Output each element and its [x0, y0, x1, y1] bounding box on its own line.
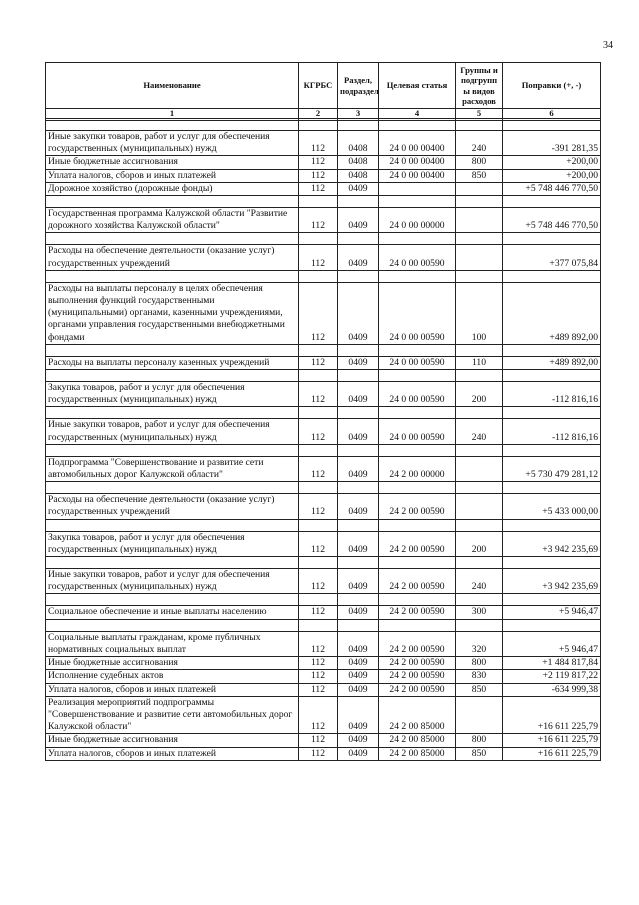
- row-name: Иные бюджетные ассигнования: [46, 734, 299, 747]
- row-section: 0409: [338, 606, 379, 619]
- row-amount: +5 748 446 770,50: [503, 208, 601, 233]
- spacer-cell: [338, 619, 379, 631]
- row-name: Реализация мероприятий подпрограммы "Совершенствование и развитие сети автомобильных дорог Калужской области": [46, 696, 299, 734]
- row-section: 0409: [338, 670, 379, 683]
- row-amount: +5 730 479 281,12: [503, 456, 601, 481]
- spacer-cell: [379, 594, 456, 606]
- row-group: [456, 456, 503, 481]
- row-target: 24 2 00 00590: [379, 606, 456, 619]
- row-amount: +200,00: [503, 156, 601, 169]
- spacer-cell: [46, 344, 299, 356]
- table-row: [46, 419, 601, 444]
- spacer-cell: [503, 270, 601, 282]
- row-amount: +5 748 446 770,50: [503, 182, 601, 195]
- header-name: Наименование: [46, 63, 299, 109]
- spacer-row: [46, 557, 601, 569]
- row-name: Социальные выплаты гражданам, кроме публичных нормативных социальных выплат: [46, 631, 299, 656]
- spacer-cell: [338, 270, 379, 282]
- row-amount: +16 611 225,79: [503, 734, 601, 747]
- spacer-cell: [456, 344, 503, 356]
- row-group: [456, 494, 503, 519]
- spacer-cell: [503, 519, 601, 531]
- spacer-cell: [456, 444, 503, 456]
- row-group: [456, 182, 503, 195]
- row-section: 0408: [338, 156, 379, 169]
- table-body: [46, 119, 601, 761]
- row-group: 850: [456, 683, 503, 696]
- row-amount: -391 281,35: [503, 131, 601, 156]
- spacer-row: [46, 407, 601, 419]
- row-name: Иные бюджетные ассигнования: [46, 657, 299, 670]
- spacer-row: [46, 233, 601, 245]
- spacer-cell: [379, 407, 456, 419]
- table-row: [46, 734, 601, 747]
- spacer-row: [46, 344, 601, 356]
- spacer-row: [46, 594, 601, 606]
- row-kgrbs: 112: [299, 631, 338, 656]
- row-amount: +489 892,00: [503, 356, 601, 369]
- spacer-cell: [46, 444, 299, 456]
- spacer-cell: [299, 482, 338, 494]
- row-name: Иные закупки товаров, работ и услуг для обеспечения государственных (муниципальных) нужд: [46, 131, 299, 156]
- row-kgrbs: 112: [299, 657, 338, 670]
- row-group: 200: [456, 382, 503, 407]
- row-target: 24 0 00 00590: [379, 245, 456, 270]
- spacer-cell: [503, 482, 601, 494]
- row-name: Иные закупки товаров, работ и услуг для обеспечения государственных (муниципальных) нужд: [46, 569, 299, 594]
- row-target: 24 2 00 00590: [379, 569, 456, 594]
- spacer-cell: [338, 444, 379, 456]
- row-target: 24 2 00 85000: [379, 696, 456, 734]
- spacer-cell: [456, 482, 503, 494]
- spacer-cell: [46, 519, 299, 531]
- table-row: [46, 494, 601, 519]
- spacer-cell: [338, 482, 379, 494]
- spacer-cell: [456, 233, 503, 245]
- row-name: Уплата налогов, сборов и иных платежей: [46, 169, 299, 182]
- row-group: [456, 208, 503, 233]
- row-amount: +489 892,00: [503, 282, 601, 344]
- row-section: 0408: [338, 131, 379, 156]
- spacer-cell: [46, 370, 299, 382]
- spacer-cell: [456, 619, 503, 631]
- row-name: Уплата налогов, сборов и иных платежей: [46, 683, 299, 696]
- row-section: 0409: [338, 747, 379, 760]
- row-group: 110: [456, 356, 503, 369]
- spacer-row: [46, 519, 601, 531]
- row-name: Государственная программа Калужской области "Развитие дорожного хозяйства Калужской области": [46, 208, 299, 233]
- row-group: [456, 696, 503, 734]
- row-section: 0409: [338, 569, 379, 594]
- row-section: 0409: [338, 182, 379, 195]
- row-section: 0409: [338, 208, 379, 233]
- row-name: Социальное обеспечение и иные выплаты населению: [46, 606, 299, 619]
- spacer-cell: [379, 557, 456, 569]
- row-kgrbs: 112: [299, 696, 338, 734]
- row-target: 24 2 00 00590: [379, 683, 456, 696]
- row-kgrbs: 112: [299, 131, 338, 156]
- row-kgrbs: 112: [299, 734, 338, 747]
- amendments-table: [45, 62, 601, 761]
- row-section: 0409: [338, 419, 379, 444]
- spacer-cell: [503, 444, 601, 456]
- spacer-cell: [503, 370, 601, 382]
- table-row: [46, 156, 601, 169]
- column-number-row: [46, 109, 601, 119]
- spacer-cell: [456, 594, 503, 606]
- spacer-cell: [299, 196, 338, 208]
- spacer-cell: [503, 557, 601, 569]
- row-kgrbs: 112: [299, 419, 338, 444]
- row-kgrbs: 112: [299, 382, 338, 407]
- row-section: 0409: [338, 531, 379, 556]
- row-group: 240: [456, 569, 503, 594]
- row-section: 0409: [338, 456, 379, 481]
- row-kgrbs: 112: [299, 156, 338, 169]
- row-target: 24 0 00 00400: [379, 131, 456, 156]
- spacer-cell: [338, 344, 379, 356]
- table-row: [46, 208, 601, 233]
- row-amount: +5 946,47: [503, 631, 601, 656]
- spacer-cell: [456, 196, 503, 208]
- row-amount: +200,00: [503, 169, 601, 182]
- spacer-cell: [379, 270, 456, 282]
- row-target: 24 0 00 00590: [379, 356, 456, 369]
- row-name: Закупка товаров, работ и услуг для обеспечения государственных (муниципальных) нужд: [46, 531, 299, 556]
- spacer-cell: [379, 196, 456, 208]
- table-row: [46, 569, 601, 594]
- spacer-row: [46, 196, 601, 208]
- row-target: 24 0 00 00590: [379, 282, 456, 344]
- table-row: [46, 456, 601, 481]
- row-kgrbs: 112: [299, 456, 338, 481]
- spacer-cell: [503, 196, 601, 208]
- spacer-cell: [379, 519, 456, 531]
- spacer-row: [46, 482, 601, 494]
- spacer-cell: [299, 344, 338, 356]
- spacer-cell: [299, 233, 338, 245]
- table-row: [46, 631, 601, 656]
- spacer-cell: [338, 594, 379, 606]
- row-amount: +1 484 817,84: [503, 657, 601, 670]
- table-row: [46, 683, 601, 696]
- table-row: [46, 670, 601, 683]
- spacer-cell: [299, 270, 338, 282]
- row-kgrbs: 112: [299, 569, 338, 594]
- spacer-cell: [503, 594, 601, 606]
- spacer-cell: [299, 519, 338, 531]
- table-row: [46, 169, 601, 182]
- row-target: 24 0 00 00590: [379, 382, 456, 407]
- spacer-cell: [456, 519, 503, 531]
- row-amount: +5 433 000,00: [503, 494, 601, 519]
- header-target: Целевая статья: [379, 63, 456, 109]
- row-amount: +16 611 225,79: [503, 747, 601, 760]
- row-kgrbs: 112: [299, 747, 338, 760]
- row-name: Расходы на обеспечение деятельности (оказание услуг) государственных учреждений: [46, 245, 299, 270]
- row-amount: +3 942 235,69: [503, 569, 601, 594]
- row-group: 240: [456, 419, 503, 444]
- spacer-cell: [46, 270, 299, 282]
- row-kgrbs: 112: [299, 356, 338, 369]
- row-target: 24 2 00 00590: [379, 657, 456, 670]
- spacer-cell: [299, 444, 338, 456]
- row-group: 200: [456, 531, 503, 556]
- row-kgrbs: 112: [299, 670, 338, 683]
- row-group: 850: [456, 169, 503, 182]
- spacer-cell: [456, 370, 503, 382]
- row-kgrbs: 112: [299, 494, 338, 519]
- row-target: 24 2 00 85000: [379, 747, 456, 760]
- spacer-cell: [379, 233, 456, 245]
- header-section: Раздел, подраздел: [338, 63, 379, 109]
- table-row: [46, 606, 601, 619]
- row-group: 100: [456, 282, 503, 344]
- column-number: 5: [456, 109, 503, 119]
- row-name: Расходы на обеспечение деятельности (оказание услуг) государственных учреждений: [46, 494, 299, 519]
- table-row: [46, 531, 601, 556]
- row-target: 24 2 00 00590: [379, 531, 456, 556]
- spacer-cell: [46, 482, 299, 494]
- spacer-cell: [379, 482, 456, 494]
- table-row: [46, 657, 601, 670]
- spacer-row: [46, 444, 601, 456]
- row-name: Расходы на выплаты персоналу в целях обеспечения выполнения функций государственными (муниципальными) органами, казенными учреждениями, органами управления государственными внебюджетными фондами: [46, 282, 299, 344]
- spacer-cell: [299, 407, 338, 419]
- row-section: 0409: [338, 245, 379, 270]
- column-number: 4: [379, 109, 456, 119]
- row-group: [456, 245, 503, 270]
- row-target: 24 2 00 00590: [379, 631, 456, 656]
- page-number: 34: [603, 40, 613, 51]
- row-amount: +2 119 817,22: [503, 670, 601, 683]
- row-target: 24 0 00 00400: [379, 156, 456, 169]
- row-group: 240: [456, 131, 503, 156]
- spacer-cell: [456, 557, 503, 569]
- column-number: 3: [338, 109, 379, 119]
- row-section: 0409: [338, 282, 379, 344]
- row-name: Закупка товаров, работ и услуг для обеспечения государственных (муниципальных) нужд: [46, 382, 299, 407]
- spacer-cell: [46, 594, 299, 606]
- spacer-cell: [46, 196, 299, 208]
- spacer-cell: [503, 619, 601, 631]
- row-section: 0409: [338, 734, 379, 747]
- spacer-cell: [338, 196, 379, 208]
- row-group: 830: [456, 670, 503, 683]
- spacer-cell: [338, 407, 379, 419]
- row-amount: -112 816,16: [503, 382, 601, 407]
- row-name: Иные бюджетные ассигнования: [46, 156, 299, 169]
- table-row: [46, 245, 601, 270]
- spacer-cell: [338, 370, 379, 382]
- spacer-cell: [456, 270, 503, 282]
- table-row: [46, 696, 601, 734]
- row-section: 0409: [338, 382, 379, 407]
- table-row: [46, 282, 601, 344]
- row-group: 800: [456, 734, 503, 747]
- row-amount: -112 816,16: [503, 419, 601, 444]
- row-target: [379, 182, 456, 195]
- spacer-cell: [379, 619, 456, 631]
- row-group: 320: [456, 631, 503, 656]
- row-kgrbs: 112: [299, 208, 338, 233]
- row-amount: +5 946,47: [503, 606, 601, 619]
- row-target: 24 0 00 00000: [379, 208, 456, 233]
- row-group: 300: [456, 606, 503, 619]
- row-name: Уплата налогов, сборов и иных платежей: [46, 747, 299, 760]
- row-amount: +16 611 225,79: [503, 696, 601, 734]
- row-target: 24 0 00 00590: [379, 419, 456, 444]
- row-kgrbs: 112: [299, 606, 338, 619]
- row-section: 0409: [338, 356, 379, 369]
- spacer-cell: [379, 444, 456, 456]
- row-section: 0409: [338, 683, 379, 696]
- row-kgrbs: 112: [299, 245, 338, 270]
- row-section: 0409: [338, 696, 379, 734]
- spacer-cell: [379, 344, 456, 356]
- table-row: [46, 747, 601, 760]
- row-target: 24 0 00 00400: [379, 169, 456, 182]
- row-amount: -634 999,38: [503, 683, 601, 696]
- header-amendments: Поправки (+, -): [503, 63, 601, 109]
- spacer-cell: [46, 233, 299, 245]
- spacer-row: [46, 619, 601, 631]
- row-section: 0409: [338, 631, 379, 656]
- table-row: [46, 356, 601, 369]
- spacer-row: [46, 270, 601, 282]
- row-kgrbs: 112: [299, 282, 338, 344]
- row-group: 850: [456, 747, 503, 760]
- table-row: [46, 382, 601, 407]
- spacer-row: [46, 370, 601, 382]
- row-name: Дорожное хозяйство (дорожные фонды): [46, 182, 299, 195]
- spacer-cell: [503, 407, 601, 419]
- spacer-cell: [503, 233, 601, 245]
- row-name: Расходы на выплаты персоналу казенных учреждений: [46, 356, 299, 369]
- spacer-cell: [338, 519, 379, 531]
- row-target: 24 2 00 00590: [379, 670, 456, 683]
- spacer-cell: [299, 594, 338, 606]
- row-name: Подпрограмма "Совершенствование и развитие сети автомобильных дорог Калужской области": [46, 456, 299, 481]
- column-number: 1: [46, 109, 299, 119]
- spacer-cell: [46, 619, 299, 631]
- spacer-cell: [338, 557, 379, 569]
- double-rule-line: [45, 120, 600, 121]
- row-section: 0409: [338, 494, 379, 519]
- header-kgrbs: КГРБС: [299, 63, 338, 109]
- row-target: 24 2 00 00590: [379, 494, 456, 519]
- row-amount: +3 942 235,69: [503, 531, 601, 556]
- column-number: 2: [299, 109, 338, 119]
- row-name: Иные закупки товаров, работ и услуг для обеспечения государственных (муниципальных) нужд: [46, 419, 299, 444]
- row-kgrbs: 112: [299, 169, 338, 182]
- row-kgrbs: 112: [299, 182, 338, 195]
- spacer-cell: [299, 370, 338, 382]
- spacer-cell: [338, 233, 379, 245]
- row-group: 800: [456, 156, 503, 169]
- row-name: Исполнение судебных актов: [46, 670, 299, 683]
- row-amount: +377 075,84: [503, 245, 601, 270]
- row-target: 24 2 00 85000: [379, 734, 456, 747]
- spacer-cell: [456, 407, 503, 419]
- row-kgrbs: 112: [299, 683, 338, 696]
- spacer-cell: [299, 619, 338, 631]
- row-kgrbs: 112: [299, 531, 338, 556]
- spacer-cell: [46, 407, 299, 419]
- table-row: [46, 131, 601, 156]
- row-target: 24 2 00 00000: [379, 456, 456, 481]
- row-section: 0409: [338, 657, 379, 670]
- table-row: [46, 182, 601, 195]
- header-group: Группы и подгрупп ы видов расходов: [456, 63, 503, 109]
- spacer-cell: [379, 370, 456, 382]
- row-group: 800: [456, 657, 503, 670]
- row-section: 0408: [338, 169, 379, 182]
- spacer-cell: [503, 344, 601, 356]
- header-row: [46, 63, 601, 109]
- spacer-cell: [299, 557, 338, 569]
- column-number: 6: [503, 109, 601, 119]
- spacer-cell: [46, 557, 299, 569]
